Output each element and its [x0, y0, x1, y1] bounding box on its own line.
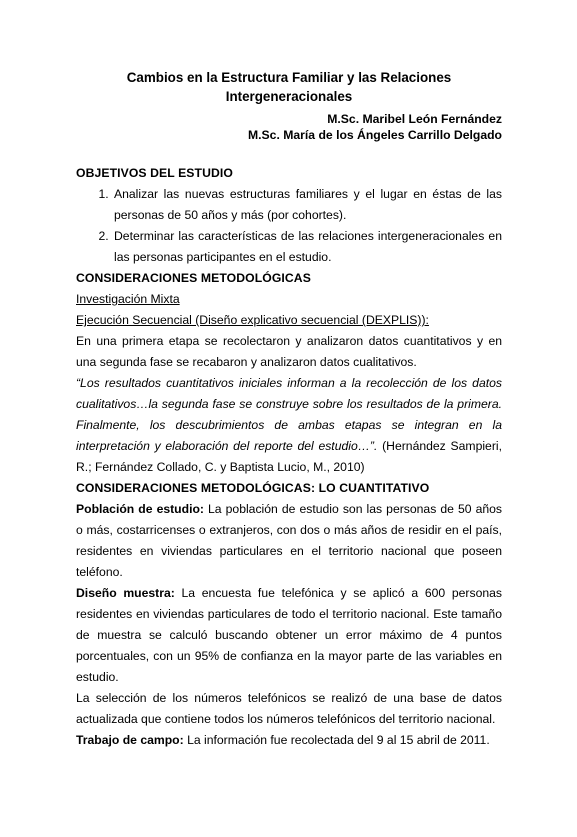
fieldwork-label: Trabajo de campo: [76, 733, 184, 747]
document-page [76, 68, 502, 751]
fieldwork-text: La información fue recolectada del 9 al 15 abril de 2011. [183, 733, 490, 747]
objectives-heading: OBJETIVOS DEL ESTUDIO [76, 166, 233, 180]
list-item: 1. Analizar las nuevas estructuras familiares y el lugar en éstas de las personas de 50 años y más (por cohortes). [112, 184, 502, 226]
sample-paragraph [76, 583, 502, 688]
citation-text: (Hernández Sampieri, R.; Fernández Collado, C. y Baptista Lucio, M., 2010) [76, 439, 502, 474]
sample-label: Diseño muestra: [76, 586, 175, 600]
method-description: En una primera etapa se recolectaron y analizaron datos cuantitativos y en una segunda fase se recabaron y analizaron datos cualitativos. [76, 334, 502, 369]
research-type: Investigación Mixta [76, 292, 180, 306]
list-item: 2. Determinar las características de las relaciones intergeneracionales en las personas participantes en el estudio. [112, 226, 502, 268]
document-title: Cambios en la Estructura Familiar y las Relaciones Intergeneracionales [126, 70, 452, 104]
selection-paragraph: La selección de los números telefónicos se realizó de una base de datos actualizada que contiene todos los números telefónicos del territorio nacional. [76, 691, 502, 726]
fieldwork-paragraph [76, 730, 502, 751]
objectives-list [76, 184, 502, 268]
population-text: La población de estudio son las personas de 50 años o más, costarricenses o extranjeros, con dos o más años de residir en el país, residentes en viviendas particulares en el territorio nacional que poseen teléfono. [76, 502, 503, 579]
author-list [76, 111, 502, 143]
method-quote-paragraph [76, 373, 502, 478]
quote-text: “Los resultados cuantitativos iniciales informan a la recolección de los datos cualitativos…la segunda fase se construye sobre los resultados de la primera. Finalmente, los descubrimientos de ambas etapas se integran en la interpretación y elaboración del reporte del estudio…”. [76, 376, 502, 453]
population-paragraph [76, 499, 502, 583]
author: M.Sc. Maribel León Fernández [327, 112, 502, 126]
sample-text: La encuesta fue telefónica y se aplicó a 600 personas residentes en viviendas particulares de todo el territorio nacional. Este tamaño de muestra se calculó buscando obtener un error máximo de 4 puntos porcentuales, con un 95% de confianza en la mayor parte de las variables en estudio. [76, 586, 502, 684]
quant-heading: CONSIDERACIONES METODOLÓGICAS: LO CUANTITATIVO [76, 481, 430, 495]
author: M.Sc. María de los Ángeles Carrillo Delgado [248, 128, 502, 142]
population-label: Población de estudio: [76, 502, 204, 516]
research-design: Ejecución Secuencial (Diseño explicativo secuencial (DEXPLIS)): [76, 313, 429, 327]
method-heading: CONSIDERACIONES METODOLÓGICAS [76, 271, 311, 285]
